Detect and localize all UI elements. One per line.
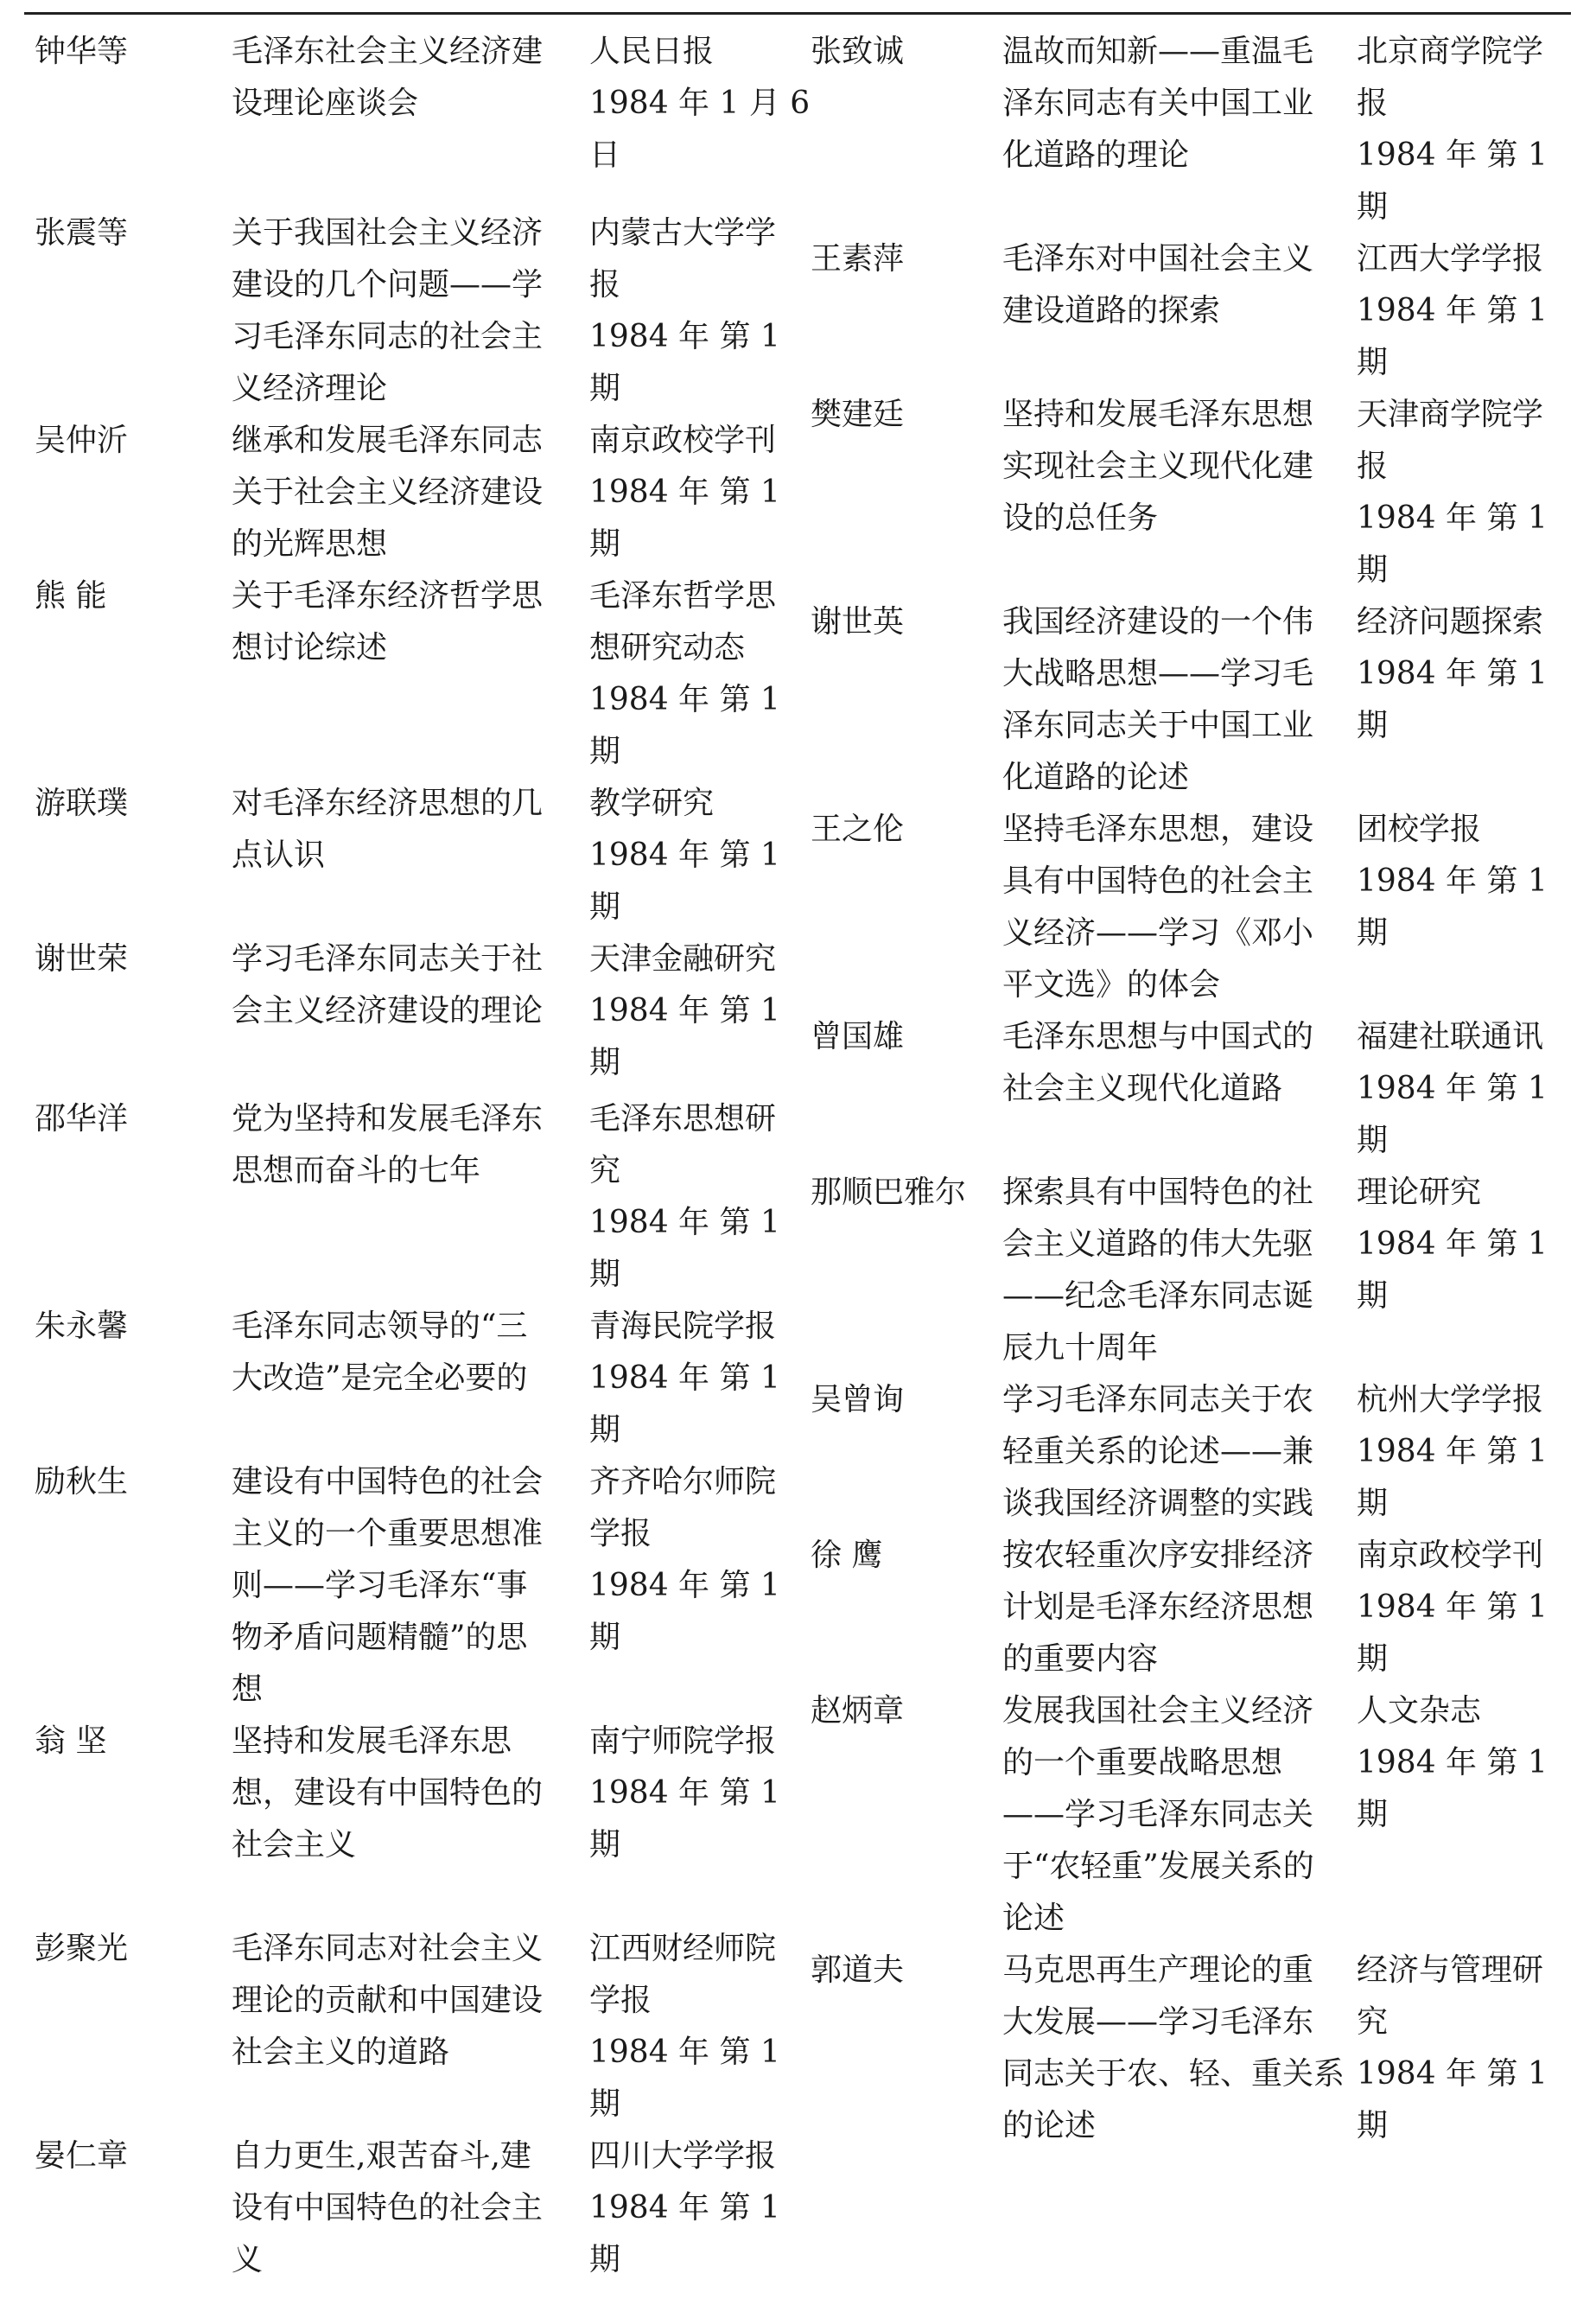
entry-title-line: 实现社会主义现代化建	[1002, 449, 1314, 484]
entry-date: 1984 年 第 1	[589, 474, 780, 510]
entry-author: 张震等	[35, 215, 129, 251]
entry-title	[1002, 26, 1341, 182]
entry-source	[1357, 1167, 1578, 1322]
entry-date: 1984 年 第 1	[1357, 1745, 1548, 1780]
entry-author: 郭道夫	[811, 1952, 905, 1988]
entry-title	[232, 1716, 569, 1871]
entry-date: 期	[1357, 552, 1389, 588]
entry-journal: 江西大学学报	[1357, 241, 1544, 277]
entry-date: 期	[589, 1257, 621, 1292]
entry-journal: 报	[1357, 86, 1389, 121]
entry-title-line: 建设有中国特色的社会	[232, 1464, 544, 1500]
entry-source	[589, 570, 797, 778]
entry-journal: 内蒙古大学学	[589, 215, 777, 251]
entry-date: 期	[1357, 1641, 1389, 1677]
entry-source	[1357, 804, 1578, 959]
entry-source	[1357, 1945, 1578, 2152]
entry-source	[1357, 26, 1578, 233]
entry-title-line: 大改造”是完全必要的	[232, 1360, 528, 1396]
entry-date: 日	[589, 137, 621, 173]
entry-title-line: 毛泽东社会主义经济建	[232, 34, 544, 69]
entry-title-line: 设理论座谈会	[232, 86, 419, 121]
entry-journal: 青海民院学报	[589, 1309, 777, 1344]
entry-date: 1984 年 第 1	[589, 1360, 780, 1396]
entry-title-line: ——纪念毛泽东同志诞	[1002, 1278, 1314, 1314]
entry-date: 1984 年 第 1	[589, 1205, 780, 1240]
entry-title-line: 的光辉思想	[232, 526, 388, 562]
entry-source	[589, 1456, 797, 1664]
entry-title-line: 马克思再生产理论的重	[1002, 1952, 1314, 1988]
entry-title-line: 按农轻重次序安排经济	[1002, 1538, 1314, 1573]
entry-date: 1984 年 第 1	[589, 993, 780, 1028]
entry-title-line: 化道路的理论	[1002, 137, 1190, 173]
entry-title	[1002, 1945, 1345, 2152]
entry-date: 1984 年 第 1	[1357, 1589, 1548, 1625]
entry-title-line: 想，建设有中国特色的	[232, 1775, 544, 1811]
entry-title-line: 社会主义现代化道路	[1002, 1071, 1283, 1106]
entry-journal: 理论研究	[1357, 1175, 1482, 1210]
entry-title-line: 设的总任务	[1002, 500, 1159, 536]
entry-title-line: 义经济——学习《邓小	[1002, 915, 1314, 951]
entry-title-line: 同志关于农、轻、重关系	[1002, 2056, 1345, 2092]
entry-title	[1002, 1685, 1341, 1945]
entry-title	[232, 933, 569, 1037]
entry-date: 1984 年 第 1	[1357, 1071, 1548, 1106]
entry-date: 期	[1357, 1486, 1389, 1521]
entry-journal: 究	[1357, 2004, 1389, 2040]
entry-source	[1357, 389, 1578, 596]
entry-title-line: 党为坚持和发展毛泽东	[232, 1101, 544, 1137]
entry-journal: 毛泽东思想研	[589, 1101, 777, 1137]
entry-journal: 学报	[589, 1516, 652, 1551]
entry-author: 翁 坚	[35, 1723, 107, 1759]
entry-journal: 报	[1357, 449, 1389, 484]
entry-journal: 毛泽东哲学思	[589, 578, 777, 614]
entry-journal: 学报	[589, 1983, 652, 2018]
entry-author: 游联璞	[35, 786, 129, 821]
entry-date: 期	[589, 1412, 621, 1448]
entry-date: 期	[1357, 1797, 1389, 1832]
entry-source	[1357, 1685, 1578, 1841]
entry-date: 期	[589, 1620, 621, 1655]
entry-title	[1002, 596, 1341, 804]
entry-author: 朱永馨	[35, 1309, 129, 1344]
entry-title	[232, 1301, 569, 1404]
entry-title-line: 习毛泽东同志的社会主	[232, 319, 544, 354]
entry-source	[589, 1301, 797, 1456]
entry-journal: 究	[589, 1153, 621, 1188]
entry-title-line: 对毛泽东经济思想的几	[232, 786, 544, 821]
entry-title-line: 毛泽东同志领导的“三	[232, 1309, 528, 1344]
entry-source	[589, 2130, 797, 2286]
entry-title-line: 社会主义	[232, 1827, 357, 1863]
entry-title-line: 想	[232, 1672, 264, 1707]
entry-author: 樊建廷	[811, 397, 905, 432]
entry-date: 期	[589, 889, 621, 925]
entry-journal: 福建社联通讯	[1357, 1019, 1544, 1054]
entry-journal: 经济与管理研	[1357, 1952, 1544, 1988]
entry-journal: 北京商学院学	[1357, 34, 1544, 69]
entry-date: 1984 年 1 月 6	[589, 86, 811, 121]
entry-author: 励秋生	[35, 1464, 129, 1500]
entry-date: 1984 年 第 1	[1357, 293, 1548, 328]
entry-journal: 报	[589, 267, 621, 302]
entry-title-line: 点认识	[232, 837, 326, 873]
entry-title-line: 义经济理论	[232, 371, 388, 406]
entry-title-line: 的重要内容	[1002, 1641, 1159, 1677]
entry-title-line: 大战略思想——学习毛	[1002, 656, 1314, 691]
entry-author: 徐 鹰	[811, 1538, 883, 1573]
entry-title-line: 坚持和发展毛泽东思	[232, 1723, 512, 1759]
entry-date: 1984 年 第 1	[1357, 863, 1548, 899]
entry-title-line: 则——学习毛泽东“事	[232, 1568, 528, 1603]
entry-date: 1984 年 第 1	[1357, 1434, 1548, 1469]
entry-date: 期	[589, 371, 621, 406]
entry-title	[1002, 1374, 1341, 1530]
entry-title-line: 于“农轻重”发展关系的	[1002, 1849, 1314, 1884]
entry-source	[1357, 596, 1578, 752]
entry-journal: 南京政校学刊	[589, 423, 777, 458]
entry-date: 1984 年 第 1	[589, 837, 780, 873]
entry-source	[589, 26, 811, 182]
entry-author: 那顺巴雅尔	[811, 1175, 967, 1210]
entry-title-line: 泽东同志关于中国工业	[1002, 708, 1314, 743]
entry-title-line: 的论述	[1002, 2108, 1097, 2143]
entry-date: 1984 年 第 1	[589, 1775, 780, 1811]
entry-title-line: 毛泽东对中国社会主义	[1002, 241, 1314, 277]
entry-date: 期	[1357, 708, 1389, 743]
entry-title-line: 坚持和发展毛泽东思想	[1002, 397, 1314, 432]
entry-date: 1984 年 第 1	[1357, 1226, 1548, 1262]
entry-author: 熊 能	[35, 578, 107, 614]
entry-title-line: 发展我国社会主义经济	[1002, 1693, 1314, 1729]
entry-title-line: 思想而奋斗的七年	[232, 1153, 481, 1188]
entry-date: 期	[589, 2242, 621, 2277]
entry-title-line: 建设的几个问题——学	[232, 267, 544, 302]
entry-date: 期	[589, 734, 621, 769]
entry-journal: 团校学报	[1357, 812, 1482, 847]
entry-date: 1984 年 第 1	[1357, 656, 1548, 691]
entry-source	[589, 1716, 797, 1871]
entry-source	[589, 207, 797, 415]
entry-date: 期	[1357, 189, 1389, 225]
entry-title-line: 轻重关系的论述——兼	[1002, 1434, 1314, 1469]
entry-title-line: 关于社会主义经济建设	[232, 474, 544, 510]
entry-title-line: 大发展——学习毛泽东	[1002, 2004, 1314, 2040]
entry-title-line: 温故而知新——重温毛	[1002, 34, 1314, 69]
entry-title-line: 坚持毛泽东思想，建设	[1002, 812, 1314, 847]
entry-title-line: 辰九十周年	[1002, 1330, 1159, 1366]
entry-title-line: 关于毛泽东经济哲学思	[232, 578, 544, 614]
entry-source	[589, 415, 797, 570]
entry-journal: 人文杂志	[1357, 1693, 1482, 1729]
entry-title-line: 建设道路的探索	[1002, 293, 1221, 328]
entry-title	[232, 778, 569, 882]
entry-author: 钟华等	[35, 34, 129, 69]
entry-date: 1984 年 第 1	[1357, 500, 1548, 536]
entry-title-line: 物矛盾问题精髓”的思	[232, 1620, 528, 1655]
entry-date: 期	[589, 2086, 621, 2122]
entry-author: 彭聚光	[35, 1931, 129, 1966]
entry-date: 期	[589, 526, 621, 562]
entry-title	[232, 1093, 569, 1197]
entry-date: 期	[589, 1045, 621, 1080]
entry-title	[1002, 1167, 1341, 1374]
entry-title	[232, 1456, 569, 1716]
entry-author: 谢世荣	[35, 941, 129, 977]
entry-title-line: 社会主义的道路	[232, 2035, 450, 2070]
entry-date: 期	[589, 1827, 621, 1863]
entry-author: 赵炳章	[811, 1693, 905, 1729]
entry-source	[589, 1093, 797, 1301]
entry-date: 期	[1357, 915, 1389, 951]
entry-date: 期	[1357, 1278, 1389, 1314]
entry-title-line: 的一个重要战略思想	[1002, 1745, 1283, 1780]
entry-author: 吴仲沂	[35, 423, 129, 458]
entry-title-line: 理论的贡献和中国建设	[232, 1983, 544, 2018]
entry-title	[1002, 1011, 1341, 1115]
entry-title-line: 想讨论综述	[232, 630, 388, 666]
entry-date: 1984 年 第 1	[1357, 2056, 1548, 2092]
entry-title-line: 平文选》的体会	[1002, 967, 1221, 1003]
entry-source	[1357, 1530, 1578, 1685]
entry-source	[589, 933, 797, 1089]
entry-title-line: 谈我国经济调整的实践	[1002, 1486, 1314, 1521]
entry-title	[232, 207, 569, 415]
entry-author: 谢世英	[811, 604, 905, 640]
entry-journal: 南宁师院学报	[589, 1723, 777, 1759]
entry-journal: 教学研究	[589, 786, 715, 821]
entry-title	[232, 415, 569, 570]
entry-author: 张致诚	[811, 34, 905, 69]
entry-title-line: ——学习毛泽东同志关	[1002, 1797, 1314, 1832]
entry-title	[232, 570, 569, 674]
entry-source	[589, 1923, 797, 2130]
entry-journal: 天津金融研究	[589, 941, 777, 977]
entry-journal: 齐齐哈尔师院	[589, 1464, 777, 1500]
entry-title-line: 会主义道路的伟大先驱	[1002, 1226, 1314, 1262]
entry-title	[232, 2130, 569, 2286]
entry-journal: 天津商学院学	[1357, 397, 1544, 432]
entry-date: 1984 年 第 1	[589, 2035, 780, 2070]
entry-date: 期	[1357, 345, 1389, 380]
entry-title-line: 继承和发展毛泽东同志	[232, 423, 544, 458]
entry-journal: 江西财经师院	[589, 1931, 777, 1966]
entry-journal: 想研究动态	[589, 630, 746, 666]
entry-title-line: 设有中国特色的社会主	[232, 2190, 544, 2226]
entry-journal: 杭州大学学报	[1357, 1382, 1544, 1417]
entry-source	[589, 778, 797, 933]
entry-title-line: 学习毛泽东同志关于社	[232, 941, 544, 977]
entry-title-line: 关于我国社会主义经济	[232, 215, 544, 251]
entry-journal: 经济问题探索	[1357, 604, 1544, 640]
entry-title-line: 计划是毛泽东经济思想	[1002, 1589, 1314, 1625]
entry-title-line: 泽东同志有关中国工业	[1002, 86, 1314, 121]
entry-date: 1984 年 第 1	[589, 1568, 780, 1603]
entry-title	[1002, 1530, 1341, 1685]
entry-title	[1002, 389, 1341, 544]
entry-source	[1357, 1374, 1578, 1530]
entry-author: 晏仁章	[35, 2138, 129, 2174]
entry-title-line: 学习毛泽东同志关于农	[1002, 1382, 1314, 1417]
entry-journal: 南京政校学刊	[1357, 1538, 1544, 1573]
entry-author: 曾国雄	[811, 1019, 905, 1054]
entry-title	[232, 1923, 569, 2079]
entry-title-line: 主义的一个重要思想准	[232, 1516, 544, 1551]
entry-source	[1357, 233, 1578, 389]
top-rule	[24, 12, 1571, 15]
entry-author: 王素萍	[811, 241, 905, 277]
entry-title-line: 我国经济建设的一个伟	[1002, 604, 1314, 640]
entry-source	[1357, 1011, 1578, 1167]
entry-title-line: 毛泽东思想与中国式的	[1002, 1019, 1314, 1054]
entry-title-line: 会主义经济建设的理论	[232, 993, 544, 1028]
entry-author: 邵华洋	[35, 1101, 129, 1137]
entry-title	[232, 26, 569, 130]
entry-title	[1002, 804, 1341, 1011]
entry-title-line: 化道路的论述	[1002, 760, 1190, 795]
entry-date: 期	[1357, 1123, 1389, 1158]
entry-journal: 四川大学学报	[589, 2138, 777, 2174]
entry-title-line: 论述	[1002, 1901, 1065, 1936]
entry-date: 1984 年 第 1	[1357, 137, 1548, 173]
entry-journal: 人民日报	[589, 34, 715, 69]
entry-date: 期	[1357, 2108, 1389, 2143]
entry-date: 1984 年 第 1	[589, 2190, 780, 2226]
entry-title-line: 具有中国特色的社会主	[1002, 863, 1314, 899]
entry-title-line: 毛泽东同志对社会主义	[232, 1931, 544, 1966]
entry-author: 吴曾询	[811, 1382, 905, 1417]
entry-date: 1984 年 第 1	[589, 319, 780, 354]
entry-title-line: 义	[232, 2242, 264, 2277]
entry-author: 王之伦	[811, 812, 905, 847]
entry-title-line: 自力更生,艰苦奋斗,建	[232, 2138, 531, 2174]
entry-title	[1002, 233, 1341, 337]
entry-date: 1984 年 第 1	[589, 682, 780, 717]
entry-title-line: 探索具有中国特色的社	[1002, 1175, 1314, 1210]
